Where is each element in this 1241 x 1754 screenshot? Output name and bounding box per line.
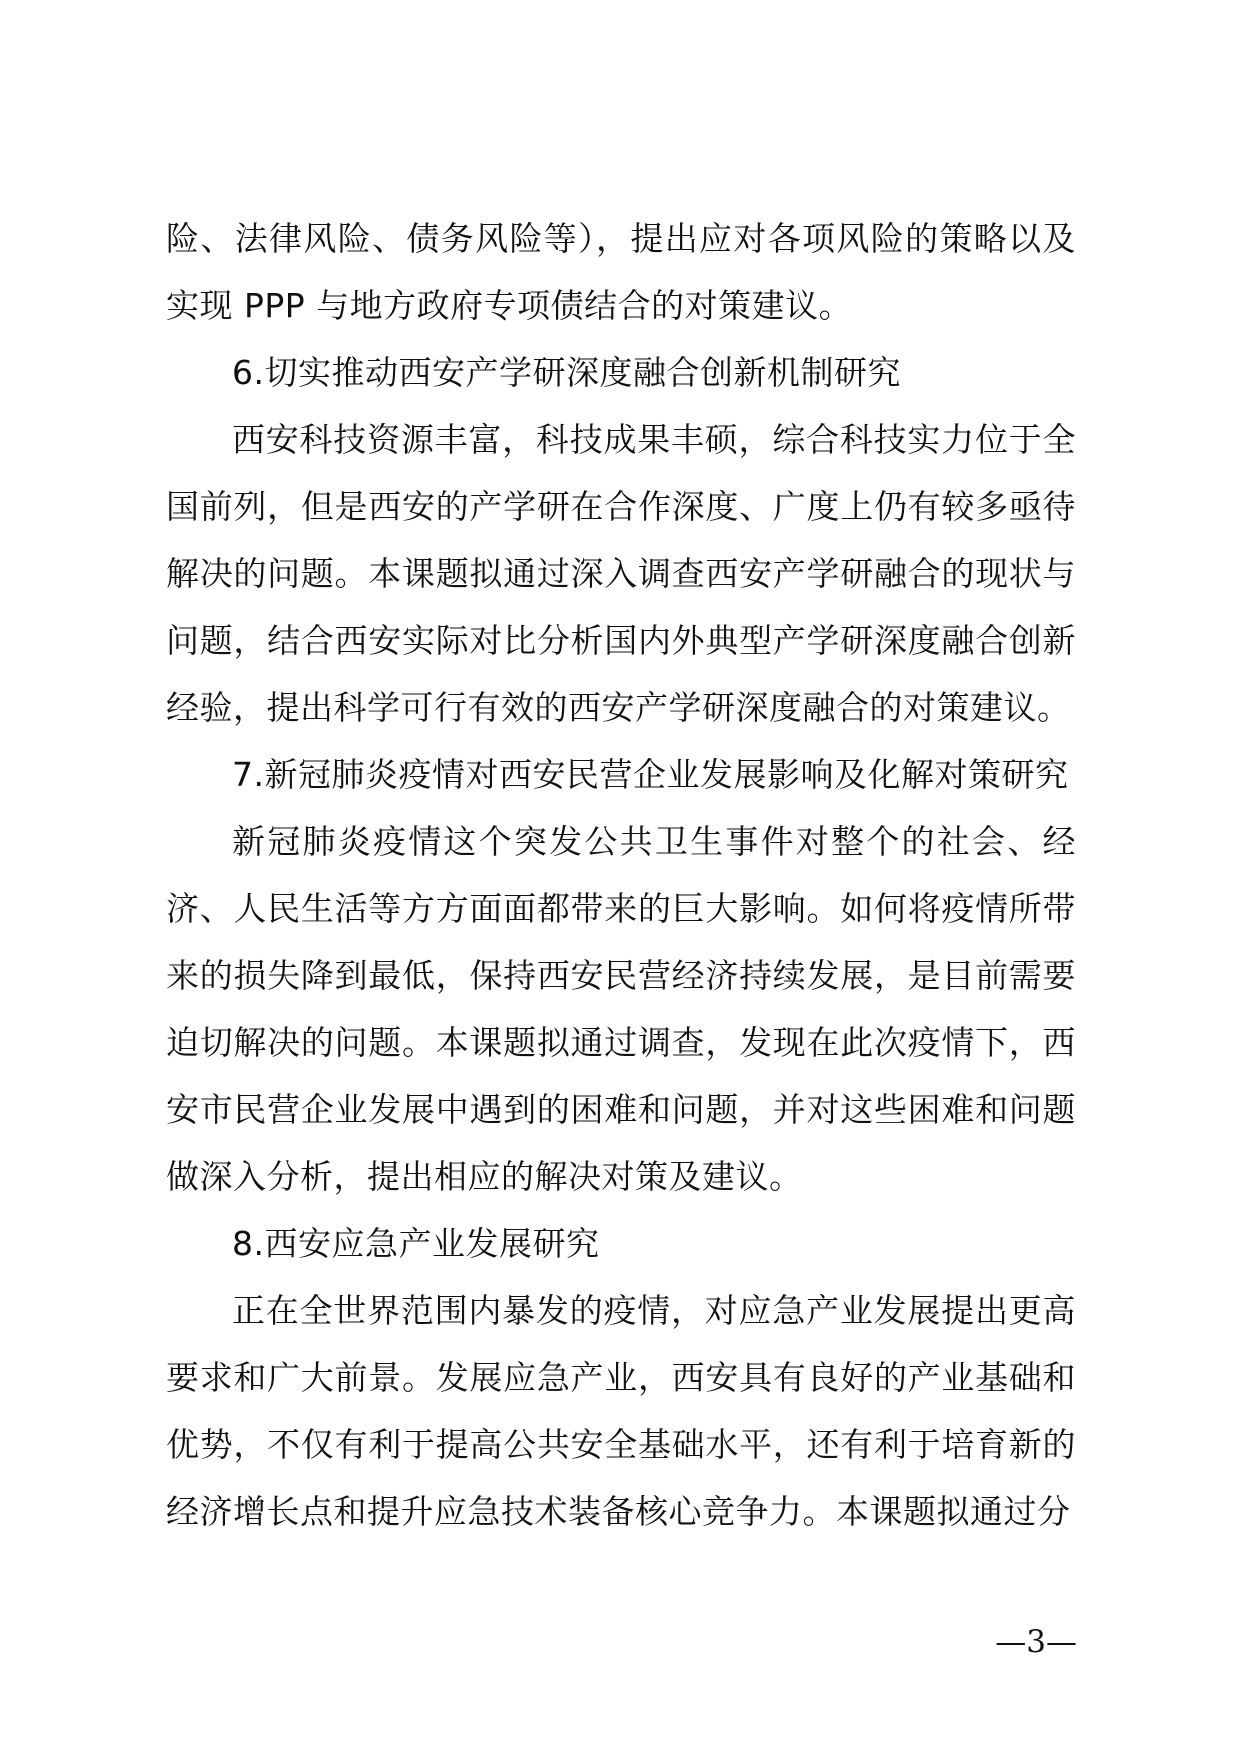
- section-heading-6: 6.切实推动西安产学研深度融合创新机制研究: [232, 353, 901, 392]
- paragraph-section-6: 西安科技资源丰富，科技成果丰硕，综合科技实力位于全国前列，但是西安的产学研在合作深度、广度上仍有较多亟待解决的问题。本课题拟通过深入调查西安产学研融合的现状与问题，结合西安实际对比分析国内外典型产学研深度融合创新经验，提出科学可行有效的西安产学研深度融合的对策建议。: [166, 420, 1076, 727]
- paragraph-section-7: 新冠肺炎疫情这个突发公共卫生事件对整个的社会、经济、人民生活等方方面面都带来的巨大影响。如何将疫情所带来的损失降到最低，保持西安民营经济持续发展，是目前需要迫切解决的问题。本课题拟通过调查，发现在此次疫情下，西安市民营企业发展中遇到的困难和问题，并对这些困难和问题做深入分析，提出相应的解决对策及建议。: [166, 822, 1076, 1196]
- paragraph-section-8: 正在全世界范围内暴发的疫情，对应急产业发展提出更高要求和广大前景。发展应急产业，西安具有良好的产业基础和优势，不仅有利于提高公共安全基础水平，还有利于培育新的经济增长点和提升应急技术装备核心竞争力。本课题拟通过分: [166, 1291, 1076, 1531]
- document-body: [166, 205, 1076, 1545]
- section-heading-8: 8.西安应急产业发展研究: [232, 1224, 600, 1263]
- paragraph-continuation: 险、法律风险、债务风险等），提出应对各项风险的策略以及实现 PPP 与地方政府专项债结合的对策建议。: [166, 219, 1076, 325]
- page-number: —3—: [995, 1624, 1077, 1660]
- section-heading-7: 7.新冠肺炎疫情对西安民营企业发展影响及化解对策研究: [232, 755, 1069, 794]
